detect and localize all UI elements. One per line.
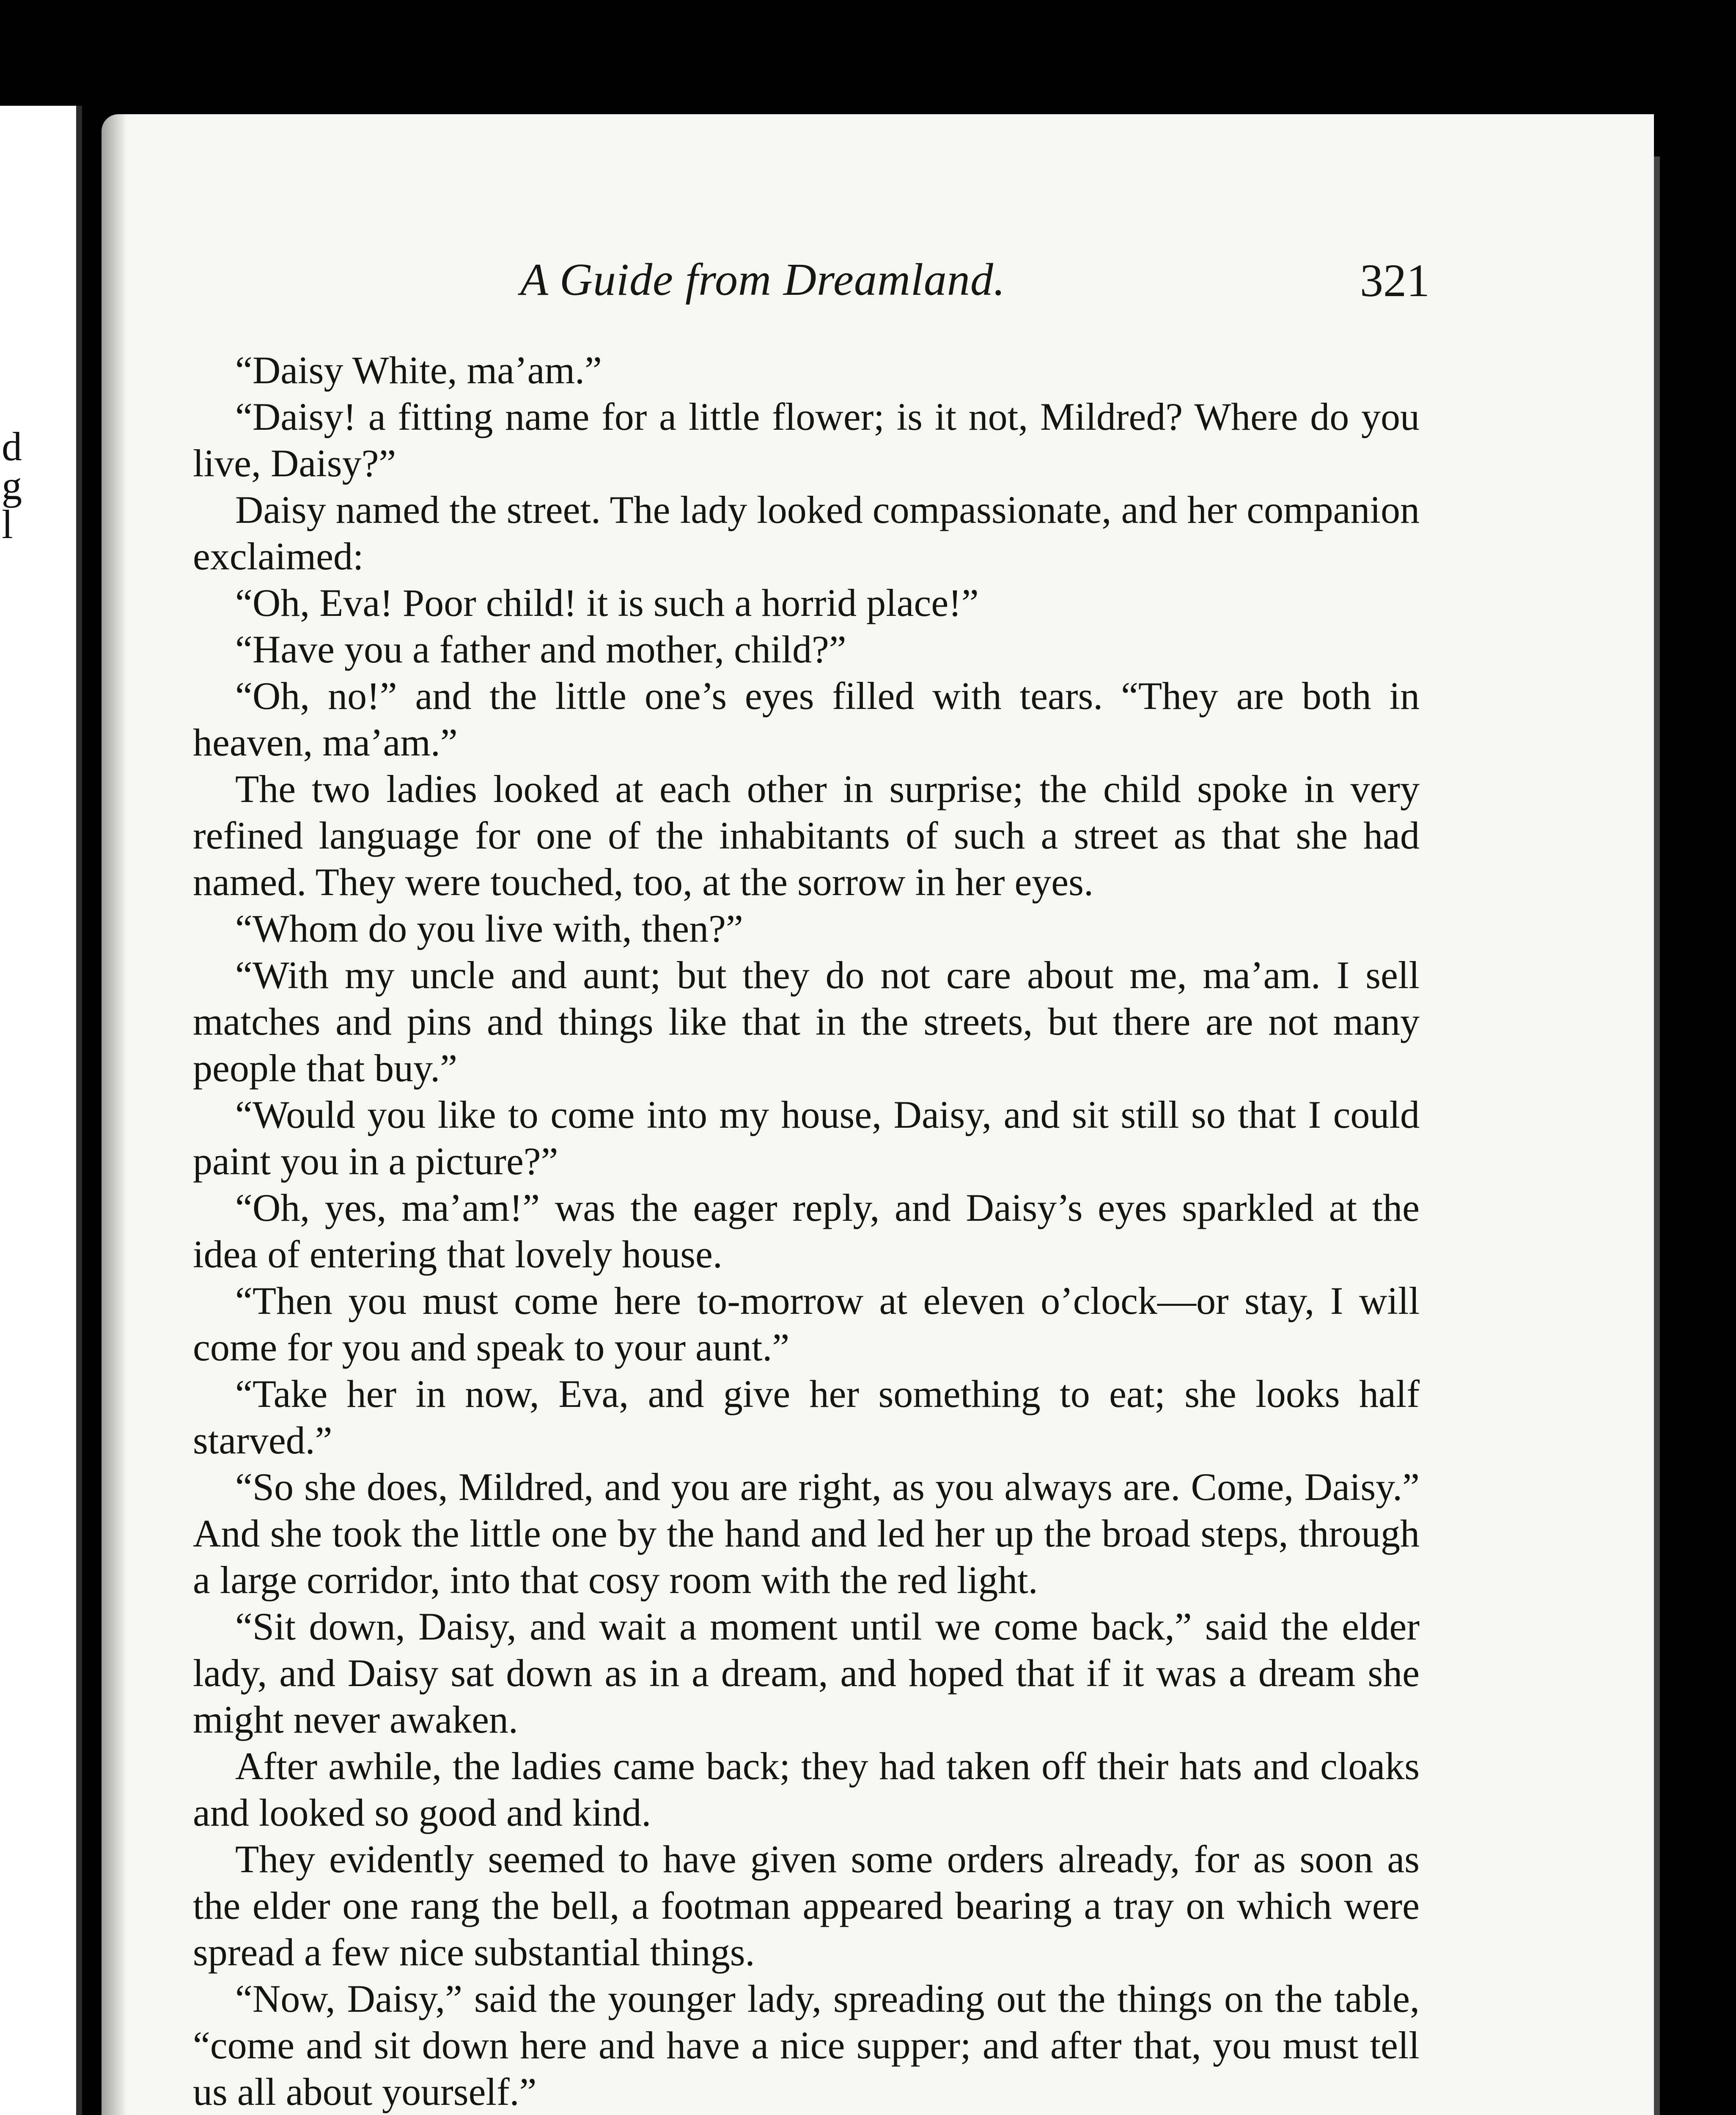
paragraph: “Oh, no!” and the little one’s eyes filled with tears. “They are both in heaven, ma’am.” (193, 674, 1420, 764)
page-number: 321 (1360, 255, 1430, 306)
paragraph: “Then you must come here to-morrow at eleven o’clock—or stay, I will come for you and speak to your aunt.” (193, 1279, 1420, 1369)
paragraph: “Would you like to come into my house, Daisy, and sit still so that I could paint you in a picture?” (193, 1093, 1420, 1183)
page-right-edge (1654, 157, 1660, 2115)
paragraph: “Whom do you live with, then?” (235, 907, 743, 950)
running-head: A Guide from Dreamland. (520, 255, 1005, 305)
paragraph: “Sit down, Daisy, and wait a moment until we come back,” said the elder lady, and Daisy sat down as in a dream, and hoped that if it was a dream she might never awaken. (193, 1605, 1420, 1741)
paragraph: “Take her in now, Eva, and give her something to eat; she looks half starved.” (193, 1372, 1420, 1462)
page-text (193, 347, 1420, 2115)
paragraph: “Have you a father and mother, child?” (235, 628, 846, 671)
paragraph: “With my uncle and aunt; but they do not care about me, ma’am. I sell matches and pins and things like that in the streets, but there are not many people that buy.” (193, 953, 1420, 1090)
paragraph: Daisy named the street. The lady looked compassionate, and her companion exclaimed: (193, 488, 1420, 578)
page-gutter-shadow (102, 114, 127, 2115)
paragraph: “Daisy White, ma’am.” (235, 349, 602, 392)
paragraph: They evidently seemed to have given some orders already, for as soon as the elder one rang the bell, a footman appeared bearing a tray on which were spread a few nice substantial things. (193, 1838, 1420, 1974)
paragraph: The two ladies looked at each other in surprise; the child spoke in very refined language for one of the inhabitants of such a street as that she had named. They were touched, too, at the sorrow in her eyes. (193, 767, 1420, 904)
paragraph: “Oh, yes, ma’am!” was the eager reply, and Daisy’s eyes sparkled at the idea of entering that lovely house. (193, 1186, 1420, 1276)
paragraph: “Oh, Eva! Poor child! it is such a horrid place!” (235, 581, 979, 624)
previous-page-edge (0, 106, 82, 2115)
paragraph: “Daisy! a fitting name for a little flower; is it not, Mildred? Where do you live, Daisy?” (193, 395, 1420, 485)
previous-page-letters: d g l (2, 424, 22, 547)
paragraph: After awhile, the ladies came back; they had taken off their hats and cloaks and looked so good and kind. (193, 1744, 1420, 1834)
paragraph: “So she does, Mildred, and you are right, as you always are. Come, Daisy.” And she took the little one by the hand and led her up the broad steps, through a large corridor, into that cosy room with the red light. (193, 1465, 1420, 1601)
paragraph: “Now, Daisy,” said the younger lady, spreading out the things on the table, “come and sit down here and have a nice supper; and after that, you must tell us all about yourself.” (193, 1977, 1420, 2113)
